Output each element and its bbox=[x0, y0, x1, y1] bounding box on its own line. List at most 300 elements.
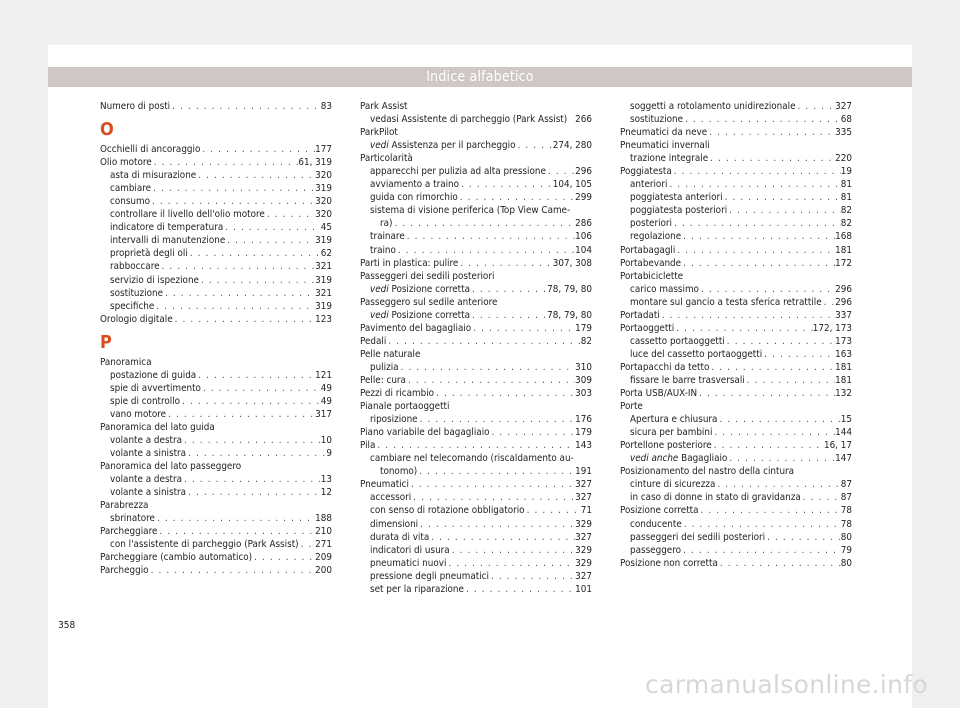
page-reference: 144 bbox=[835, 427, 852, 439]
entry-label: Porte bbox=[620, 401, 643, 413]
leader-dots bbox=[160, 260, 316, 273]
page-reference: 172, 173 bbox=[812, 322, 852, 334]
index-subentry bbox=[620, 531, 852, 544]
entry-label: anteriori bbox=[630, 179, 668, 191]
page-reference: 81 bbox=[840, 192, 852, 204]
entry-label: Parcheggiare bbox=[100, 526, 158, 538]
leader-dots bbox=[225, 234, 315, 247]
entry-label: sistema di visione periferica (Top View Came- bbox=[370, 205, 571, 217]
page-reference: 81 bbox=[840, 179, 852, 191]
index-subentry bbox=[100, 182, 332, 195]
index-entry bbox=[620, 439, 852, 452]
index-entry bbox=[620, 244, 852, 257]
index-subentry bbox=[100, 382, 332, 395]
entry-label: ra) bbox=[380, 218, 393, 230]
entry-label: montare sul gancio a testa sferica retrattile bbox=[630, 296, 822, 308]
page-reference: 45 bbox=[320, 222, 332, 234]
entry-label: trazione integrale bbox=[630, 153, 709, 165]
leader-dots bbox=[822, 296, 836, 309]
cross-reference-prefix: vedi bbox=[370, 283, 389, 295]
entry-label: Pila bbox=[360, 440, 376, 452]
leader-dots bbox=[470, 309, 547, 322]
index-subentry bbox=[620, 113, 852, 126]
index-subentry bbox=[360, 217, 592, 230]
index-entry bbox=[620, 270, 852, 283]
entry-label: Pneumatici bbox=[360, 479, 409, 491]
index-entry bbox=[620, 361, 852, 374]
index-subentry bbox=[620, 426, 852, 439]
leader-dots bbox=[723, 191, 841, 204]
entry-label: Piano variabile del bagagliaio bbox=[360, 427, 490, 439]
entry-label: Pneumatici invernali bbox=[620, 140, 710, 152]
leader-dots bbox=[182, 473, 321, 486]
page-reference: 299 bbox=[575, 192, 592, 204]
page-reference: 147 bbox=[835, 453, 852, 465]
page-reference: 296 bbox=[835, 283, 852, 295]
entry-label: apparecchi per pulizia ad alta pressione bbox=[370, 166, 546, 178]
entry-label: Pezzi di ricambio bbox=[360, 388, 435, 400]
page-reference: 82 bbox=[840, 205, 852, 217]
leader-dots bbox=[265, 208, 315, 221]
page-reference: 62 bbox=[320, 248, 332, 260]
entry-label: controllare il livello dell'olio motore bbox=[110, 209, 265, 221]
page-reference: 329 bbox=[575, 557, 592, 569]
page-reference: 49 bbox=[320, 382, 332, 394]
entry-label: fissare le barre trasversali bbox=[630, 374, 745, 386]
leader-dots bbox=[155, 512, 315, 525]
entry-label: Apertura e chiusura bbox=[630, 414, 718, 426]
entry-label: Occhielli di ancoraggio bbox=[100, 144, 201, 156]
leader-dots bbox=[405, 230, 575, 243]
entry-label: rabboccare bbox=[110, 261, 160, 273]
index-subentry bbox=[100, 447, 332, 460]
index-subentry bbox=[620, 217, 852, 230]
page-reference: 83 bbox=[320, 101, 332, 112]
page-reference: 80 bbox=[840, 557, 852, 569]
entry-label: cinture di sicurezza bbox=[630, 479, 716, 491]
index-entry bbox=[620, 257, 852, 270]
page-reference: 9 bbox=[326, 448, 332, 460]
index-subentry bbox=[100, 434, 332, 447]
page-reference: 191 bbox=[575, 466, 592, 478]
entry-label: passeggeri dei sedili posteriori bbox=[630, 531, 766, 543]
leader-dots bbox=[299, 538, 316, 551]
entry-label: Assistenza per il parcheggio bbox=[388, 140, 516, 152]
entry-label: spie di controllo bbox=[110, 395, 181, 407]
index-subentry bbox=[100, 195, 332, 208]
entry-label: Parcheggiare (cambio automatico) bbox=[100, 552, 253, 564]
index-subentry bbox=[100, 221, 332, 234]
index-subentry bbox=[100, 208, 332, 221]
leader-dots bbox=[152, 156, 299, 169]
page-reference: 71 bbox=[580, 505, 592, 517]
entry-label: accessori bbox=[370, 492, 412, 504]
entry-label: regolazione bbox=[630, 231, 682, 243]
cross-reference-prefix: vedi anche bbox=[630, 453, 679, 465]
entry-label: intervalli di manutenzione bbox=[110, 235, 226, 247]
entry-label: indicatori di usura bbox=[370, 544, 450, 556]
entry-label: pneumatici nuovi bbox=[370, 557, 447, 569]
page-reference: 321 bbox=[315, 261, 332, 273]
leader-dots bbox=[674, 322, 813, 335]
entry-label: Parcheggio bbox=[100, 565, 149, 577]
index-subentry bbox=[360, 544, 592, 557]
entry-label: durata di vita bbox=[370, 531, 430, 543]
leader-dots bbox=[708, 152, 835, 165]
entry-label: Pavimento del bagagliaio bbox=[360, 322, 472, 334]
entry-label: Pianale portaoggetti bbox=[360, 401, 450, 413]
entry-label: sostituzione bbox=[110, 287, 163, 299]
entry-label: Pelle: cura bbox=[360, 374, 406, 386]
leader-dots bbox=[725, 335, 835, 348]
entry-label: cambiare bbox=[110, 183, 152, 195]
leader-dots bbox=[434, 387, 575, 400]
index-entry bbox=[360, 335, 592, 348]
index-column-3 bbox=[620, 100, 852, 570]
entry-label: Orologio digitale bbox=[100, 313, 173, 325]
leader-dots bbox=[675, 244, 835, 257]
index-entry bbox=[100, 551, 332, 564]
index-subentry bbox=[100, 169, 332, 182]
index-subentry bbox=[100, 395, 332, 408]
leader-dots bbox=[429, 531, 575, 544]
page-reference: 121 bbox=[315, 369, 332, 381]
leader-dots bbox=[396, 244, 575, 257]
leader-dots bbox=[715, 478, 840, 491]
leader-dots bbox=[471, 322, 575, 335]
entry-label: Park Assist bbox=[360, 101, 408, 112]
index-subentry bbox=[620, 374, 852, 387]
index-entry bbox=[100, 313, 332, 326]
index-entry bbox=[360, 374, 592, 387]
page-reference: 209 bbox=[315, 552, 332, 564]
leader-dots bbox=[446, 557, 575, 570]
entry-label: volante a destra bbox=[110, 434, 183, 446]
index-subentry bbox=[100, 538, 332, 551]
entry-label: Portapacchi da tetto bbox=[620, 361, 710, 373]
page-reference: 337 bbox=[835, 309, 852, 321]
page-reference: 82 bbox=[840, 218, 852, 230]
page-reference: 271 bbox=[315, 539, 332, 551]
index-entry bbox=[100, 356, 332, 369]
leader-dots bbox=[418, 413, 576, 426]
watermark-text: carmanualsonline.info bbox=[645, 670, 928, 699]
page-reference: 310 bbox=[575, 361, 592, 373]
index-subentry bbox=[360, 191, 592, 204]
index-entry bbox=[620, 400, 852, 413]
index-subentry bbox=[100, 512, 332, 525]
page-reference: 188 bbox=[315, 513, 332, 525]
leader-dots bbox=[182, 434, 321, 447]
leader-dots bbox=[546, 165, 575, 178]
page-reference: 319 bbox=[315, 183, 332, 195]
index-column-1 bbox=[100, 100, 332, 578]
index-entry bbox=[100, 143, 332, 156]
page-reference: 78, 79, 80 bbox=[547, 283, 592, 295]
entry-label: asta di misurazione bbox=[110, 170, 197, 182]
entry-label: sicura per bambini bbox=[630, 427, 713, 439]
leader-dots bbox=[683, 113, 841, 126]
leader-dots bbox=[717, 413, 840, 426]
page-reference: 132 bbox=[835, 388, 852, 400]
leader-dots bbox=[418, 518, 575, 531]
leader-dots bbox=[201, 382, 321, 395]
page-reference: 319 bbox=[315, 235, 332, 247]
entry-label: sbrinatore bbox=[110, 513, 155, 525]
index-entry bbox=[100, 460, 332, 473]
leader-dots bbox=[727, 204, 841, 217]
leader-dots bbox=[173, 313, 316, 326]
page-reference: 181 bbox=[835, 361, 852, 373]
entry-label: volante a sinistra bbox=[110, 487, 187, 499]
page-reference: 309 bbox=[575, 374, 592, 386]
index-subentry bbox=[100, 260, 332, 273]
leader-dots bbox=[709, 361, 835, 374]
entry-label: Posizione corretta bbox=[620, 505, 699, 517]
page-reference: 181 bbox=[835, 374, 852, 386]
entry-label: Panoramica bbox=[100, 356, 152, 368]
page-reference: 296 bbox=[835, 296, 852, 308]
index-subentry bbox=[360, 583, 592, 596]
index-subentry bbox=[620, 296, 852, 309]
entry-label: Porta USB/AUX-IN bbox=[620, 388, 698, 400]
entry-label: Portabiciclette bbox=[620, 270, 684, 282]
page-reference: 16, 17 bbox=[823, 440, 852, 452]
index-column-2 bbox=[360, 100, 592, 596]
leader-dots bbox=[525, 504, 581, 517]
index-subentry bbox=[360, 452, 592, 465]
leader-dots bbox=[490, 426, 576, 439]
leader-dots bbox=[672, 165, 841, 178]
entry-label: traino bbox=[370, 244, 396, 256]
leader-dots bbox=[406, 374, 575, 387]
index-subentry bbox=[360, 570, 592, 583]
page-reference: 320 bbox=[315, 209, 332, 221]
page-reference: 319 bbox=[315, 300, 332, 312]
page-reference: 266 bbox=[575, 114, 592, 126]
cross-reference-prefix: vedi bbox=[370, 140, 389, 152]
leader-dots bbox=[672, 217, 841, 230]
index-entry bbox=[360, 426, 592, 439]
page-reference: 172 bbox=[835, 257, 852, 269]
page-reference: 173 bbox=[835, 335, 852, 347]
entry-label: Parabrezza bbox=[100, 500, 149, 512]
entry-label: guida con rimorchio bbox=[370, 192, 458, 204]
page-reference: 296 bbox=[575, 166, 592, 178]
index-subentry bbox=[620, 348, 852, 361]
leader-dots bbox=[149, 564, 316, 577]
page-reference: 329 bbox=[575, 518, 592, 530]
entry-label: Portellone posteriore bbox=[620, 440, 712, 452]
page-reference: 68 bbox=[840, 114, 852, 126]
entry-label: riposizione bbox=[370, 414, 418, 426]
page-reference: 220 bbox=[835, 153, 852, 165]
entry-label: luce del cassetto portaoggetti bbox=[630, 348, 763, 360]
page-reference: 78 bbox=[840, 505, 852, 517]
page-reference: 177 bbox=[315, 144, 332, 156]
index-subentry bbox=[620, 100, 852, 113]
leader-dots bbox=[196, 369, 315, 382]
entry-label: Passeggeri dei sedili posteriori bbox=[360, 270, 495, 282]
entry-label: cambiare nel telecomando (riscaldamento au- bbox=[370, 453, 574, 465]
index-subentry bbox=[360, 244, 592, 257]
entry-label: con senso di rotazione obbligatorio bbox=[370, 505, 525, 517]
index-entry bbox=[620, 387, 852, 400]
index-subentry bbox=[360, 309, 592, 322]
leader-dots bbox=[399, 361, 576, 374]
index-subentry bbox=[620, 230, 852, 243]
index-subentry bbox=[620, 518, 852, 531]
page-reference: 104 bbox=[575, 244, 592, 256]
leader-dots bbox=[157, 525, 315, 538]
entry-label: cassetto portaoggetti bbox=[630, 335, 725, 347]
entry-label: servizio di ispezione bbox=[110, 274, 199, 286]
entry-label: Panoramica del lato guida bbox=[100, 421, 215, 433]
leader-dots bbox=[459, 178, 553, 191]
leader-dots bbox=[223, 221, 321, 234]
leader-dots bbox=[681, 544, 841, 557]
entry-label: pulizia bbox=[370, 361, 399, 373]
page-reference: 87 bbox=[840, 479, 852, 491]
entry-label: vedasi Assistente di parcheggio (Park Assist) bbox=[370, 114, 568, 126]
entry-label: Olio motore bbox=[100, 157, 152, 169]
page-reference: 15 bbox=[840, 414, 852, 426]
index-subentry bbox=[620, 178, 852, 191]
index-subentry bbox=[100, 408, 332, 421]
page-reference: 106 bbox=[575, 231, 592, 243]
entry-label: soggetti a rotolamento unidirezionale bbox=[630, 101, 796, 112]
index-subentry bbox=[360, 361, 592, 374]
index-subentry bbox=[620, 478, 852, 491]
index-subentry bbox=[360, 518, 592, 531]
entry-label: carico massimo bbox=[630, 283, 699, 295]
index-entry bbox=[100, 100, 332, 113]
entry-label: Numero di posti bbox=[100, 101, 171, 112]
index-subentry bbox=[620, 491, 852, 504]
leader-dots bbox=[458, 191, 575, 204]
page-reference: 179 bbox=[575, 427, 592, 439]
index-entry bbox=[360, 100, 592, 113]
leader-dots bbox=[765, 531, 841, 544]
index-entry bbox=[360, 439, 592, 452]
index-subentry bbox=[100, 369, 332, 382]
entry-label: trainare bbox=[370, 231, 405, 243]
index-subentry bbox=[360, 413, 592, 426]
leader-dots bbox=[682, 518, 841, 531]
entry-label: dimensioni bbox=[370, 518, 419, 530]
entry-label: posteriori bbox=[630, 218, 672, 230]
index-entry bbox=[620, 322, 852, 335]
page-reference: 78, 79, 80 bbox=[547, 309, 592, 321]
leader-dots bbox=[196, 169, 315, 182]
page-reference: 200 bbox=[315, 565, 332, 577]
index-entry bbox=[360, 322, 592, 335]
page-reference: 49 bbox=[320, 395, 332, 407]
index-subentry bbox=[360, 504, 592, 517]
leader-dots bbox=[163, 287, 315, 300]
leader-dots bbox=[151, 182, 315, 195]
entry-label: Parti in plastica: pulire bbox=[360, 257, 459, 269]
entry-label: vano motore bbox=[110, 408, 167, 420]
leader-dots bbox=[699, 283, 835, 296]
index-entry bbox=[620, 126, 852, 139]
index-entry bbox=[100, 525, 332, 538]
page-reference: 320 bbox=[315, 170, 332, 182]
index-subentry bbox=[360, 465, 592, 478]
index-subentry bbox=[100, 473, 332, 486]
entry-label: pressione degli pneumatici bbox=[370, 570, 489, 582]
page-reference: 176 bbox=[575, 414, 592, 426]
leader-dots bbox=[515, 139, 552, 152]
leader-dots bbox=[375, 439, 575, 452]
entry-label: Panoramica del lato passeggero bbox=[100, 461, 242, 473]
leader-dots bbox=[386, 335, 580, 348]
index-subentry bbox=[620, 544, 852, 557]
page-reference: 123 bbox=[315, 313, 332, 325]
leader-dots bbox=[409, 478, 575, 491]
entry-label: Poggiatesta bbox=[620, 166, 672, 178]
page-reference: 163 bbox=[835, 348, 852, 360]
page-reference: 78 bbox=[840, 518, 852, 530]
page-header: Indice alfabetico bbox=[48, 67, 912, 87]
leader-dots bbox=[667, 178, 840, 191]
index-subentry bbox=[620, 152, 852, 165]
page-reference: 101 bbox=[575, 583, 592, 595]
page-reference: 307, 308 bbox=[552, 257, 592, 269]
leader-dots bbox=[180, 395, 321, 408]
entry-label: tonomo) bbox=[380, 466, 418, 478]
entry-label: volante a destra bbox=[110, 474, 183, 486]
entry-label: set per la riparazione bbox=[370, 583, 464, 595]
index-entry bbox=[620, 309, 852, 322]
leader-dots bbox=[470, 283, 547, 296]
entry-label: Pneumatici da neve bbox=[620, 127, 708, 139]
leader-dots bbox=[464, 583, 575, 596]
page-reference: 327 bbox=[575, 531, 592, 543]
leader-dots bbox=[458, 257, 552, 270]
leader-dots bbox=[660, 309, 835, 322]
index-entry bbox=[620, 557, 852, 570]
entry-label: Passeggero sul sedile anteriore bbox=[360, 296, 498, 308]
index-subentry bbox=[620, 283, 852, 296]
leader-dots bbox=[186, 486, 321, 499]
page-reference: 19 bbox=[840, 166, 852, 178]
page-reference: 10 bbox=[320, 434, 332, 446]
index-entry bbox=[620, 504, 852, 517]
index-subentry bbox=[620, 335, 852, 348]
leader-dots bbox=[411, 491, 575, 504]
page-reference: 321 bbox=[315, 287, 332, 299]
index-entry bbox=[360, 296, 592, 309]
entry-label: Particolarità bbox=[360, 153, 413, 165]
page-reference: 335 bbox=[835, 127, 852, 139]
entry-label: sostituzione bbox=[630, 114, 683, 126]
entry-label: passeggero bbox=[630, 544, 682, 556]
page-reference: 143 bbox=[575, 440, 592, 452]
leader-dots bbox=[727, 452, 835, 465]
page-reference: 12 bbox=[320, 487, 332, 499]
index-entry bbox=[100, 499, 332, 512]
leader-dots bbox=[154, 300, 315, 313]
page-reference: 303 bbox=[575, 388, 592, 400]
index-subentry bbox=[100, 247, 332, 260]
index-section-letter: O bbox=[100, 119, 114, 141]
index-subentry bbox=[360, 165, 592, 178]
page-reference: 320 bbox=[315, 196, 332, 208]
index-entry bbox=[360, 400, 592, 413]
page-reference: 179 bbox=[575, 322, 592, 334]
index-subentry bbox=[360, 557, 592, 570]
